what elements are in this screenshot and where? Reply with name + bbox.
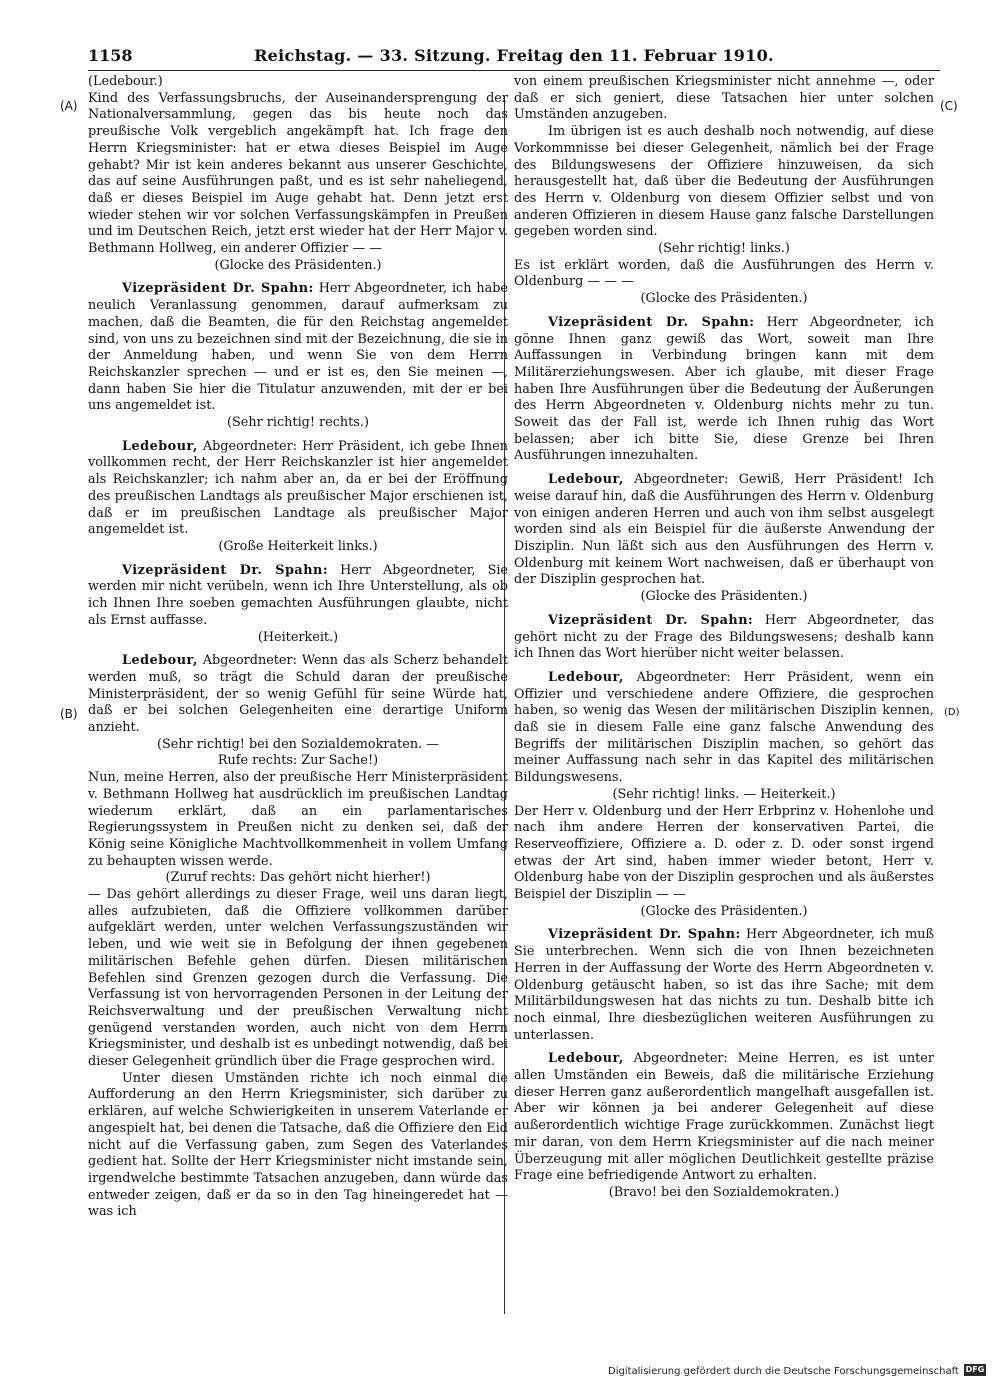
header-rule	[88, 70, 940, 71]
stage-direction: (Bravo! bei den Sozialdemokraten.)	[608, 1185, 840, 1200]
speech-text: Herr Abgeordneter, ich habe neulich Veranlassung genommen, darauf aufmerksam zu machen, daß die Beamten, die für den Reichstag angemeldet sind, von uns zu bezeichnen sind mit der Bezeichnung, die sie in der Anmeldung haben, und wenn Sie von dem Herrn Reichskanzler sprechen — und er ist es, den Sie meinen —, dann haben Sie hier die Titulatur anzuwenden, mit der er bei uns angemeldet ist.	[88, 281, 508, 414]
paragraph	[514, 472, 934, 589]
stage-direction: (Sehr richtig! links. — Heiterkeit.)	[612, 786, 836, 802]
paragraph: Es ist erklärt worden, daß die Ausführungen des Herrn v. Oldenburg — — —	[514, 257, 934, 290]
speaker-name: Vizepräsident Dr. Spahn:	[548, 927, 741, 943]
speech-text: Herr Abgeordneter, ich gönne Ihnen ganz gewiß das Wort, soweit man Ihre Auffassungen in Verbindung bringen kann mit dem Militärerziehungswesen. Aber ich glaube, mit dieser Frage haben Ihre Ausführungen über die Bedeutung der Äußerungen des Herrn Abgeordneten v. Oldenburg nichts mehr zu tun. Soweit das der Fall ist, werde ich Ihnen ruhig das Wort belassen; aber ich bitte Sie, diese Grenze bei Ihren Ausführungen innezuhalten.	[514, 314, 934, 464]
paragraph	[514, 613, 934, 663]
stage-direction: (Glocke des Präsidenten.)	[640, 903, 808, 919]
margin-letter-c: (C)	[940, 99, 958, 113]
speech-text: Abgeordneter: Herr Präsident, ich gebe Ihnen vollkommen recht, der Herr Reichskanzler ist hier angemeldet als Reichskanzler; ich nahm aber an, da er bei der Eröffnung des preußischen Landtags als preußischer Major erschienen ist, daß er im preußischen Landtage als preußischer Major angemeldet ist.	[88, 438, 508, 538]
paragraph: Nun, meine Herren, also der preußische Herr Ministerpräsident v. Bethmann Hollweg hat ausdrücklich im preußischen Landtag wiederum erklärt, daß an ein parlamentarisches Regierungssystem in Preußen nicht zu denken sei, daß der König seine Königliche Machtvollkommenheit in vollem Umfang zu behaupten wissen werde.	[88, 770, 508, 869]
speaker-name: Ledebour,	[548, 669, 624, 685]
paragraph: Der Herr v. Oldenburg und der Herr Erbprinz v. Hohenlohe und nach ihm andere Herren der konservativen Partei, die Reserveoffiziere, Offiziere a. D. oder z. D. oder sonst irgend etwas der Art sind, haben immer wieder betont, Herr v. Oldenburg habe von der Disziplin gesprochen und als äußerstes Beispiel der Disziplin — —	[514, 803, 934, 903]
paragraph	[514, 670, 934, 787]
speaker-name: Ledebour,	[548, 472, 624, 488]
stage-direction: (Zuruf rechts: Das gehört nicht hierher!)	[165, 870, 431, 886]
margin-letter-d: (D)	[944, 707, 960, 718]
stage-direction: (Sehr richtig! rechts.)	[227, 415, 369, 431]
speech-text: Abgeordneter: Wenn das als Scherz behandelt werden muß, so trägt die Schuld daran der preußische Ministerpräsident, der so wenig Gefühl für seine Würde hat, daß er bei solchen Gelegenheiten eine derartige Uniform anzieht.	[88, 653, 508, 736]
paragraph	[514, 927, 934, 1044]
stage-direction: (Heiterkeit.)	[257, 629, 339, 645]
stage-direction: (Glocke des Präsidenten.)	[640, 291, 808, 307]
paragraph	[514, 315, 934, 465]
running-head: Reichstag. — 33. Sitzung. Freitag den 11. Februar 1910.	[254, 46, 774, 65]
paragraph	[88, 439, 508, 539]
speech-text: Abgeordneter: Meine Herren, es ist unter allen Umständen ein Beweis, daß die militärische Erziehung dieser Herren ganz außerordentlich mangelhaft ausgefallen ist. Aber wir können ja bei anderer Gelegenheit auf diese außerordentlich wichtige Frage zurückkommen. Zunächst liegt mir daran, von dem Herrn Kriegsminister auf die nach meiner Überzeugung mit aller möglichen Deutlichkeit gestellte präzise Frage eine befriedigende Antwort zu erhalten.	[514, 1051, 934, 1184]
speaker-name: Ledebour,	[548, 1051, 624, 1067]
right-column	[514, 74, 934, 1202]
speaker-name: Vizepräsident Dr. Spahn:	[122, 281, 314, 297]
speech-text: Abgeordneter: Herr Präsident, wenn ein Offizier und verschiedene andere Offiziere, die gesprochen haben, so wenig das Wesen der militärischen Disziplin kennen, daß sie in diesem Falle eine ganz falsche Anwendung des Begriffs der militärischen Disziplin machen, so gehört das meiner Auffassung nach sehr in das Kapitel des militärischen Bildungswesens.	[514, 669, 934, 786]
speech-text: Herr Abgeordneter, das gehört nicht zu der Frage des Bildungswesens; deshalb kann ich Ihnen das Wort hierüber nicht weiter belassen.	[514, 612, 934, 662]
stage-direction: (Sehr richtig! links.)	[658, 241, 790, 257]
speaker-name: Vizepräsident Dr. Spahn:	[122, 562, 329, 578]
speaker-name: Vizepräsident Dr. Spahn:	[548, 314, 755, 330]
page-header	[88, 44, 940, 70]
speaker-name: Vizepräsident Dr. Spahn:	[548, 612, 754, 628]
paragraph: — Das gehört allerdings zu dieser Frage, weil uns daran liegt, alles aufzubieten, daß die Offiziere vollkommen darüber aufgeklärt werden, unter welchen Verfassungszuständen wir leben, und wie weit sie in Befolgung der ihnen gegebenen militärischen Befehle gehen dürfen. Diesen militärischen Befehlen sind Grenzen gezogen durch die Verfassung. Die Verfassung ist von hervorragenden Personen in der Leitung der Reichsverwaltung und der preußischen Verwaltung nicht genügend verstanden worden, auch nicht von dem Herrn Kriegsminister, und deshalb ist es unbedingt notwendig, daß bei dieser Gelegenheit gründlich über die Frage gesprochen wird.	[88, 887, 508, 1070]
stage-direction: (Glocke des Präsidenten.)	[214, 257, 382, 273]
page-number: 1158	[88, 46, 133, 65]
margin-letter-a: (A)	[60, 99, 78, 113]
paragraph: von einem preußischen Kriegsminister nicht annehme —, oder daß er sich geniert, diese Tatsachen hier unter solchen Umständen anzugeben.	[514, 74, 934, 123]
paragraph	[88, 281, 508, 415]
speaker-name: Ledebour,	[122, 438, 198, 454]
paragraph	[88, 653, 508, 737]
speaker-name: Ledebour,	[122, 653, 198, 669]
paragraph	[88, 563, 508, 630]
speech-text: Herr Abgeordneter, ich muß Sie unterbrechen. Wenn sich die von Ihnen bezeichneten Herren in der Auffassung der Worte des Herrn Abgeordneten v. Oldenburg getäuscht haben, so ist das ihre Sache; mit dem Militärbildungswesen hat das nichts zu tun. Deshalb bitte ich noch einmal, Ihre diesbezüglichen weiteren Ausführungen zu unterlassen.	[514, 927, 934, 1043]
stage-direction: (Sehr richtig! bei den Sozialdemokraten. —	[156, 736, 440, 752]
speech-text: Herr Abgeordneter, Sie werden mir nicht verübeln, wenn ich Ihre Unterstellung, als ob ich Ihnen Ihre soeben gemachten Ausführungen glaubte, nicht als Ernst auffasse.	[88, 562, 509, 628]
margin-letter-b: (B)	[60, 707, 78, 721]
stage-direction: Rufe rechts: Zur Sache!)	[217, 753, 379, 769]
speech-text: Abgeordneter: Gewiß, Herr Präsident! Ich weise darauf hin, daß die Ausführungen des Herrn v. Oldenburg von einigen anderen Herren und auch von ihm selbst ausgelegt worden sind als ein Beispiel für die äußerste Anwendung der Disziplin. Nun läßt sich aus den Ausführungen des Herrn v. Oldenburg mit keinem Wort nachweisen, daß er überhaupt von der Disziplin gesprochen hat.	[514, 472, 934, 588]
dfg-logo: DFG	[965, 1365, 985, 1374]
left-column	[88, 74, 508, 1221]
paragraph	[514, 1051, 934, 1185]
stage-direction: (Große Heiterkeit links.)	[218, 538, 378, 554]
stage-direction: (Glocke des Präsidenten.)	[640, 589, 808, 605]
paragraph: Kind des Verfassungsbruchs, der Auseinandersprengung der Nationalversammlung, gegen das bis heute noch das preußische Volk vergeblich angekämpft hat. Ich frage den Herrn Kriegsminister: hat er etwa dieses Beispiel im Auge gehabt? Mir ist kein anderes bekannt aus unserer Geschichte, das auf seine Ausführungen paßt, und es ist sehr naheliegend, daß er dieses Beispiel im Auge gehabt hat. Denn jetzt erst wieder stehen wir vor solchen Verfassungskämpfen in Preußen und im Deutschen Reich, jetzt erst wieder hat der Herr Major v. Bethmann Hollweg, ein anderer Offizier — —	[88, 90, 508, 257]
speaker-carry-label: (Ledebour.)	[88, 74, 163, 89]
paragraph: Im übrigen ist es auch deshalb noch notwendig, auf diese Vorkommnisse bei dieser Gelegenheit, nämlich bei der Frage des Bildungswesens der Offiziere hinzuweisen, da sich herausgestellt hat, daß über die Bedeutung der Ausführungen des Herrn v. Oldenburg von diesem Offizier selbst und von anderen Offizieren in diesem Hause ganz falsche Darstellungen gegeben worden sind.	[514, 124, 934, 240]
footer-credit: Digitalisierung gefördert durch die Deutsche Forschungsgemeinschaft	[608, 1366, 959, 1377]
paragraph: Unter diesen Umständen richte ich noch einmal die Aufforderung an den Herrn Kriegsminister, sich darüber zu erklären, auf welche Schwierigkeiten in unserem Vaterlande er angespielt hat, bei denen die Tatsache, daß die Offiziere den Eid nicht auf die Verfassung gaben, zum Segen des Vaterlandes gedient hat. Sollte der Herr Kriegsminister nicht imstande sein, irgendwelche bestimmte Tatsachen anzugeben, dann würde das entweder zeigen, daß er da so in den Tag hineingeredet hat — was ich	[88, 1070, 508, 1220]
